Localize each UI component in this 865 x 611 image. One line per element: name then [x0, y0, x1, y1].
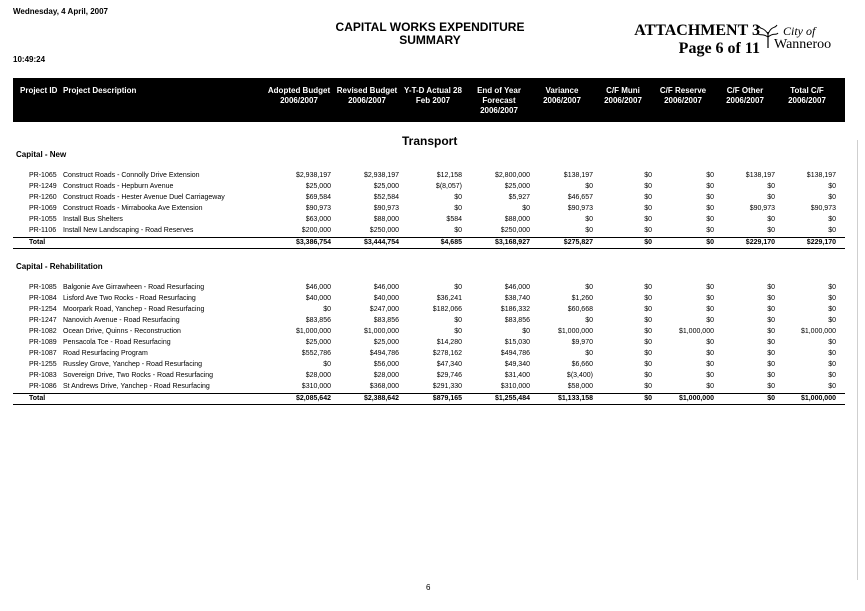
cf-other-cell: $0: [767, 339, 775, 346]
project-description: Russley Grove, Yanchep - Road Resurfacing: [63, 361, 203, 368]
total-revised-budget: $3,444,754: [363, 239, 399, 246]
header-project-description: Project Description: [63, 86, 137, 95]
cf-other-cell: $0: [767, 361, 775, 368]
revised-budget-cell: $46,000: [373, 284, 399, 291]
header-ytd-actual: Y-T-D Actual 28 Feb 2007: [404, 86, 462, 105]
cf-reserve-cell: $0: [706, 172, 714, 179]
table-row: [0, 182, 865, 192]
end-of-year-cell: $25,000: [504, 183, 530, 190]
total-total-cf: $1,000,000: [800, 395, 836, 402]
cf-other-cell: $0: [767, 306, 775, 313]
adopted-budget-cell: $25,000: [305, 339, 331, 346]
total-cf-cell: $1,000,000: [800, 328, 836, 335]
adopted-budget-cell: $28,000: [305, 372, 331, 379]
cf-reserve-cell: $0: [706, 306, 714, 313]
ytd-actual-cell: $584: [446, 216, 462, 223]
group-title: Capital - New: [16, 150, 67, 159]
cf-muni-cell: $0: [644, 383, 652, 390]
adopted-budget-cell: $25,000: [305, 183, 331, 190]
total-cf-cell: $0: [828, 183, 836, 190]
variance-cell: $60,668: [567, 306, 593, 313]
cf-muni-cell: $0: [644, 183, 652, 190]
variance-cell: $9,970: [571, 339, 593, 346]
page-edge-line: [857, 140, 858, 580]
total-row: [0, 238, 865, 248]
project-id: PR-1249: [29, 183, 57, 190]
cf-other-cell: $0: [767, 350, 775, 357]
project-description: Balgonie Ave Girrawheen - Road Resurfacing: [63, 284, 205, 291]
revised-budget-cell: $90,973: [373, 205, 399, 212]
cf-muni-cell: $0: [644, 328, 652, 335]
attachment-label: [600, 22, 760, 58]
adopted-budget-cell: $1,000,000: [295, 328, 331, 335]
header-variance: Variance 2006/2007: [543, 86, 581, 105]
adopted-budget-cell: $46,000: [305, 284, 331, 291]
ytd-actual-cell: $0: [454, 328, 462, 335]
table-row: [0, 305, 865, 315]
cf-muni-cell: $0: [644, 317, 652, 324]
project-description: Lisford Ave Two Rocks - Road Resurfacing: [63, 295, 196, 302]
ytd-actual-cell: $0: [454, 227, 462, 234]
table-row: [0, 382, 865, 392]
total-cf-cell: $0: [828, 306, 836, 313]
cf-reserve-cell: $0: [706, 183, 714, 190]
cf-other-cell: $0: [767, 183, 775, 190]
revised-budget-cell: $247,000: [369, 306, 399, 313]
revised-budget-cell: $25,000: [373, 339, 399, 346]
project-description: Install Bus Shelters: [63, 216, 123, 223]
revised-budget-cell: $52,584: [373, 194, 399, 201]
cf-reserve-cell: $0: [706, 205, 714, 212]
adopted-budget-cell: $310,000: [301, 383, 331, 390]
cf-reserve-cell: $0: [706, 339, 714, 346]
revised-budget-cell: $2,938,197: [363, 172, 399, 179]
revised-budget-cell: $250,000: [369, 227, 399, 234]
total-cf-other: $229,170: [745, 239, 775, 246]
variance-cell: $90,973: [567, 205, 593, 212]
adopted-budget-cell: $90,973: [305, 205, 331, 212]
project-description: Sovereign Drive, Two Rocks - Road Resurfacing: [63, 372, 214, 379]
adopted-budget-cell: $2,938,197: [295, 172, 331, 179]
cf-muni-cell: $0: [644, 295, 652, 302]
ytd-actual-cell: $291,330: [432, 383, 462, 390]
total-ytd-actual: $879,165: [432, 395, 462, 402]
cf-muni-cell: $0: [644, 205, 652, 212]
cf-other-cell: $0: [767, 372, 775, 379]
total-cf-other: $0: [767, 395, 775, 402]
cf-reserve-cell: $0: [706, 227, 714, 234]
total-cf-reserve: $0: [706, 239, 714, 246]
project-description: Construct Roads - Hester Avenue Duel Carriageway: [63, 194, 225, 201]
header-end-of-year: End of Year Forecast 2006/2007: [477, 86, 521, 115]
ytd-actual-cell: $0: [454, 317, 462, 324]
revised-budget-cell: $368,000: [369, 383, 399, 390]
project-description: Ocean Drive, Quinns - Reconstruction: [63, 328, 181, 335]
header-cf-other: C/F Other 2006/2007: [726, 86, 764, 105]
total-cf-cell: $0: [828, 284, 836, 291]
project-description: Nanovich Avenue - Road Resurfacing: [63, 317, 180, 324]
end-of-year-cell: $31,400: [504, 372, 530, 379]
ytd-actual-cell: $0: [454, 284, 462, 291]
total-cf-cell: $0: [828, 350, 836, 357]
total-adopted-budget: $2,085,642: [295, 395, 331, 402]
total-cf-cell: $0: [828, 194, 836, 201]
cf-other-cell: $0: [767, 383, 775, 390]
variance-cell: $1,000,000: [557, 328, 593, 335]
ytd-actual-cell: $14,280: [436, 339, 462, 346]
cf-other-cell: $90,973: [749, 205, 775, 212]
ytd-actual-cell: $12,158: [436, 172, 462, 179]
project-description: Construct Roads - Mirrabooka Ave Extension: [63, 205, 203, 212]
total-underline: [13, 248, 845, 249]
project-id: PR-1065: [29, 172, 57, 179]
cf-muni-cell: $0: [644, 350, 652, 357]
table-row: [0, 215, 865, 225]
revised-budget-cell: $1,000,000: [363, 328, 399, 335]
adopted-budget-cell: $69,584: [305, 194, 331, 201]
end-of-year-cell: $5,927: [508, 194, 530, 201]
table-row: [0, 171, 865, 181]
variance-cell: $46,657: [567, 194, 593, 201]
city-logo: [757, 22, 837, 58]
cf-other-cell: $0: [767, 328, 775, 335]
logo-line1: City of: [783, 24, 816, 38]
revised-budget-cell: $25,000: [373, 183, 399, 190]
header-cf-reserve: C/F Reserve 2006/2007: [659, 86, 707, 105]
total-cf-cell: $0: [828, 361, 836, 368]
cf-other-cell: $0: [767, 194, 775, 201]
adopted-budget-cell: $83,856: [305, 317, 331, 324]
project-description: Construct Roads - Connolly Drive Extension: [63, 172, 200, 179]
header-project-id: Project ID: [20, 86, 58, 95]
total-cf-muni: $0: [644, 239, 652, 246]
total-cf-cell: $138,197: [806, 172, 836, 179]
project-description: Install New Landscaping - Road Reserves: [63, 227, 194, 234]
end-of-year-cell: $83,856: [504, 317, 530, 324]
header-total-cf: Total C/F 2006/2007: [788, 86, 826, 105]
table-row: [0, 327, 865, 337]
cf-muni-cell: $0: [644, 372, 652, 379]
total-adopted-budget: $3,386,754: [295, 239, 331, 246]
cf-reserve-cell: $0: [706, 383, 714, 390]
variance-cell: $58,000: [567, 383, 593, 390]
variance-cell: $(3,400): [566, 372, 593, 379]
total-revised-budget: $2,388,642: [363, 395, 399, 402]
total-cf-cell: $0: [828, 227, 836, 234]
end-of-year-cell: $250,000: [500, 227, 530, 234]
ytd-actual-cell: $0: [454, 205, 462, 212]
table-row: [0, 360, 865, 370]
attachment-page: Page 6 of 11: [678, 40, 760, 57]
total-cf-muni: $0: [644, 395, 652, 402]
end-of-year-cell: $186,332: [500, 306, 530, 313]
project-id: PR-1082: [29, 328, 57, 335]
total-label: Total: [29, 239, 46, 246]
table-row: [0, 283, 865, 293]
total-cf-cell: $0: [828, 295, 836, 302]
table-row: [0, 371, 865, 381]
total-cf-reserve: $1,000,000: [678, 395, 714, 402]
ytd-actual-cell: $0: [454, 194, 462, 201]
cf-other-cell: $138,197: [745, 172, 775, 179]
cf-reserve-cell: $0: [706, 216, 714, 223]
end-of-year-cell: $15,030: [504, 339, 530, 346]
ytd-actual-cell: $36,241: [436, 295, 462, 302]
adopted-budget-cell: $40,000: [305, 295, 331, 302]
ytd-actual-cell: $278,162: [432, 350, 462, 357]
project-description: Construct Roads - Hepburn Avenue: [63, 183, 174, 190]
project-id: PR-1083: [29, 372, 57, 379]
cf-reserve-cell: $0: [706, 372, 714, 379]
cf-other-cell: $0: [767, 216, 775, 223]
cf-reserve-cell: $0: [706, 295, 714, 302]
section-title: Transport: [402, 134, 458, 148]
revised-budget-cell: $40,000: [373, 295, 399, 302]
total-variance: $1,133,158: [557, 395, 593, 402]
cf-reserve-cell: $1,000,000: [678, 328, 714, 335]
cf-muni-cell: $0: [644, 227, 652, 234]
ytd-actual-cell: $29,746: [436, 372, 462, 379]
end-of-year-cell: $2,800,000: [494, 172, 530, 179]
total-underline: [13, 404, 845, 405]
project-id: PR-1254: [29, 306, 57, 313]
end-of-year-cell: $88,000: [504, 216, 530, 223]
project-id: PR-1260: [29, 194, 57, 201]
end-of-year-cell: $310,000: [500, 383, 530, 390]
table-row: [0, 294, 865, 304]
cf-muni-cell: $0: [644, 284, 652, 291]
total-ytd-actual: $4,685: [440, 239, 462, 246]
cf-reserve-cell: $0: [706, 361, 714, 368]
total-label: Total: [29, 395, 46, 402]
table-row: [0, 338, 865, 348]
variance-cell: $0: [585, 284, 593, 291]
ytd-actual-cell: $(8,057): [435, 183, 462, 190]
cf-reserve-cell: $0: [706, 284, 714, 291]
cf-other-cell: $0: [767, 284, 775, 291]
end-of-year-cell: $49,340: [504, 361, 530, 368]
table-row: [0, 193, 865, 203]
variance-cell: $0: [585, 216, 593, 223]
adopted-budget-cell: $0: [323, 306, 331, 313]
adopted-budget-cell: $0: [323, 361, 331, 368]
variance-cell: $0: [585, 317, 593, 324]
table-row: [0, 226, 865, 236]
cf-muni-cell: $0: [644, 216, 652, 223]
variance-cell: $0: [585, 350, 593, 357]
total-end-of-year: $3,168,927: [494, 239, 530, 246]
cf-other-cell: $0: [767, 317, 775, 324]
adopted-budget-cell: $63,000: [305, 216, 331, 223]
project-id: PR-1087: [29, 350, 57, 357]
table-header: [13, 78, 845, 122]
table-row: [0, 204, 865, 214]
project-id: PR-1069: [29, 205, 57, 212]
revised-budget-cell: $88,000: [373, 216, 399, 223]
cf-other-cell: $0: [767, 227, 775, 234]
variance-cell: $0: [585, 183, 593, 190]
header-revised-budget: Revised Budget 2006/2007: [336, 86, 398, 105]
end-of-year-cell: $494,786: [500, 350, 530, 357]
report-time: 10:49:24: [13, 55, 46, 64]
adopted-budget-cell: $552,786: [301, 350, 331, 357]
ytd-actual-cell: $182,066: [432, 306, 462, 313]
variance-cell: $1,260: [571, 295, 593, 302]
project-id: PR-1055: [29, 216, 57, 223]
table-row: [0, 349, 865, 359]
table-row: [0, 316, 865, 326]
variance-cell: $138,197: [563, 172, 593, 179]
cf-muni-cell: $0: [644, 339, 652, 346]
total-cf-cell: $0: [828, 317, 836, 324]
cf-muni-cell: $0: [644, 172, 652, 179]
project-id: PR-1247: [29, 317, 57, 324]
end-of-year-cell: $38,740: [504, 295, 530, 302]
ytd-actual-cell: $47,340: [436, 361, 462, 368]
header-cf-muni: C/F Muni 2006/2007: [604, 86, 642, 105]
report-date: Wednesday, 4 April, 2007: [13, 7, 109, 16]
cf-muni-cell: $0: [644, 194, 652, 201]
project-id: PR-1089: [29, 339, 57, 346]
project-id: PR-1086: [29, 383, 57, 390]
project-id: PR-1255: [29, 361, 57, 368]
total-total-cf: $229,170: [806, 239, 836, 246]
total-end-of-year: $1,255,484: [494, 395, 530, 402]
logo-line2: Wanneroo: [774, 37, 832, 52]
total-cf-cell: $0: [828, 383, 836, 390]
total-cf-cell: $0: [828, 216, 836, 223]
adopted-budget-cell: $200,000: [301, 227, 331, 234]
revised-budget-cell: $28,000: [373, 372, 399, 379]
cf-muni-cell: $0: [644, 306, 652, 313]
project-description: St Andrews Drive, Yanchep - Road Resurfacing: [63, 383, 210, 390]
total-row: [0, 394, 865, 404]
project-description: Pensacola Tce - Road Resurfacing: [63, 339, 171, 346]
project-description: Moorpark Road, Yanchep - Road Resurfacing: [63, 306, 205, 313]
revised-budget-cell: $83,856: [373, 317, 399, 324]
end-of-year-cell: $0: [522, 205, 530, 212]
page-number: 6: [426, 583, 431, 592]
report-title: [300, 21, 560, 47]
cf-reserve-cell: $0: [706, 317, 714, 324]
total-cf-cell: $90,973: [810, 205, 836, 212]
group-title: Capital - Rehabilitation: [16, 262, 103, 271]
cf-other-cell: $0: [767, 295, 775, 302]
end-of-year-cell: $0: [522, 328, 530, 335]
variance-cell: $0: [585, 227, 593, 234]
revised-budget-cell: $56,000: [373, 361, 399, 368]
cf-reserve-cell: $0: [706, 350, 714, 357]
end-of-year-cell: $46,000: [504, 284, 530, 291]
variance-cell: $6,660: [571, 361, 593, 368]
project-id: PR-1085: [29, 284, 57, 291]
project-id: PR-1084: [29, 295, 57, 302]
cf-reserve-cell: $0: [706, 194, 714, 201]
revised-budget-cell: $494,786: [369, 350, 399, 357]
header-adopted-budget: Adopted Budget 2006/2007: [267, 86, 331, 105]
report-title-line1: CAPITAL WORKS EXPENDITURE: [335, 20, 525, 34]
report-title-line2: SUMMARY: [399, 33, 461, 47]
total-cf-cell: $0: [828, 339, 836, 346]
cf-muni-cell: $0: [644, 361, 652, 368]
total-cf-cell: $0: [828, 372, 836, 379]
project-id: PR-1106: [29, 227, 57, 234]
project-description: Road Resurfacing Program: [63, 350, 148, 357]
attachment-number: ATTACHMENT 3: [634, 22, 760, 39]
total-variance: $275,827: [563, 239, 593, 246]
